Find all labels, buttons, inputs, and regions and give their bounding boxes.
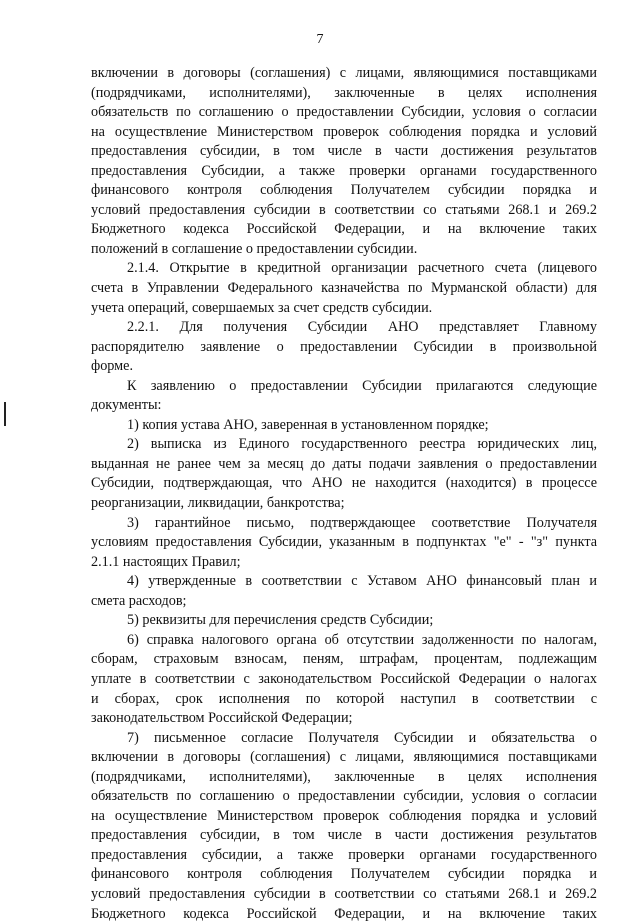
text-line: смета расходов; — [91, 592, 187, 609]
text-line: документы: — [91, 397, 162, 414]
text-line: форме. — [91, 358, 133, 375]
text-line: законодательством Российской Федерации; — [91, 710, 353, 727]
text-line: выданная не ранее чем за месяц до даты подачи заявления о предоставлении — [91, 455, 597, 472]
text-line: и сборах, срок исполнения по которой наступил в соответствии с — [91, 690, 597, 707]
scan-margin-mark — [4, 402, 6, 426]
text-line: предоставления субсидии, в том числе в части достижения результатов — [91, 827, 597, 844]
text-line: на осуществление Министерством проверок соблюдения порядка и условий — [91, 807, 597, 824]
text-line: финансового контроля соблюдения Получателем субсидии порядка и — [91, 866, 597, 883]
text-line: 6) справка налогового органа об отсутствии задолженности по налогам, — [127, 631, 597, 648]
text-line: 4) утвержденные в соответствии с Уставом АНО финансовый план и — [127, 573, 597, 590]
text-line: положений в соглашение о предоставлении субсидии. — [91, 240, 418, 257]
text-line: предоставления Субсидии, а также проверки органами государственного — [91, 162, 597, 179]
text-line: К заявлению о предоставлении Субсидии прилагаются следующие — [127, 377, 597, 394]
page-number: 7 — [316, 32, 324, 47]
text-line: условиям предоставления Субсидии, указанным в подпунктах "е" - "з" пункта — [91, 534, 597, 551]
text-line: (подрядчиками, исполнителями), заключенные в целях исполнения — [91, 768, 597, 785]
text-line: предоставления субсидии, а также проверки органами государственного — [91, 846, 597, 863]
text-line: 2.1.1 настоящих Правил; — [91, 553, 241, 570]
text-line: 7) письменное согласие Получателя Субсидии и обязательства о — [127, 729, 597, 746]
text-line: 2.1.4. Открытие в кредитной организации расчетного счета (лицевого — [127, 260, 597, 277]
text-line: 2.2.1. Для получения Субсидии АНО представляет Главному — [127, 319, 597, 336]
text-line: учета операций, совершаемых за счет средств субсидии. — [91, 299, 433, 316]
text-line: обязательств по соглашению о предоставлении Субсидии, условия о согласии — [91, 104, 597, 121]
document-body — [91, 64, 597, 924]
text-line: условий предоставления субсидии в соответствии со статьями 268.1 и 269.2 — [91, 201, 597, 218]
text-line: 1) копия устава АНО, заверенная в установленном порядке; — [127, 416, 489, 433]
text-line: 3) гарантийное письмо, подтверждающее соответствие Получателя — [127, 514, 597, 531]
text-line: предоставления субсидии, в том числе в части достижения результатов — [91, 143, 597, 160]
text-line: реорганизации, ликвидации, банкротства; — [91, 495, 345, 512]
text-line: 2) выписка из Единого государственного реестра юридических лиц, — [127, 436, 597, 453]
text-line: Бюджетного кодекса Российской Федерации, и на включение таких — [91, 221, 597, 238]
text-line: счета в Управлении Федерального казначейства по Мурманской области) для — [91, 280, 597, 297]
text-line: условий предоставления субсидии в соответствии со статьями 268.1 и 269.2 — [91, 885, 597, 902]
text-line: 5) реквизиты для перечисления средств Субсидии; — [127, 612, 434, 629]
text-line: включении в договоры (соглашения) с лицами, являющимися поставщиками — [91, 749, 597, 766]
text-line: финансового контроля соблюдения Получателем субсидии порядка и — [91, 182, 597, 199]
text-line: (подрядчиками, исполнителями), заключенные в целях исполнения — [91, 84, 597, 101]
text-line: включении в договоры (соглашения) с лицами, являющимися поставщиками — [91, 65, 597, 81]
text-line: Субсидии, подтверждающая, что АНО не находится (находится) в процессе — [91, 475, 597, 492]
text-line: сборам, страховым взносам, пеням, штрафам, процентам, подлежащим — [91, 651, 597, 668]
text-line: Бюджетного кодекса Российской Федерации, и на включение таких — [91, 905, 597, 922]
text-line: распорядителю заявление о предоставлении Субсидии в произвольной — [91, 338, 597, 355]
text-line: на осуществление Министерством проверок соблюдения порядка и условий — [91, 123, 597, 140]
text-line: обязательств по соглашению о предоставлении субсидии, условия о согласии — [91, 788, 597, 805]
text-line: уплате в соответствии с законодательством Российской Федерации о налогах — [91, 670, 597, 687]
